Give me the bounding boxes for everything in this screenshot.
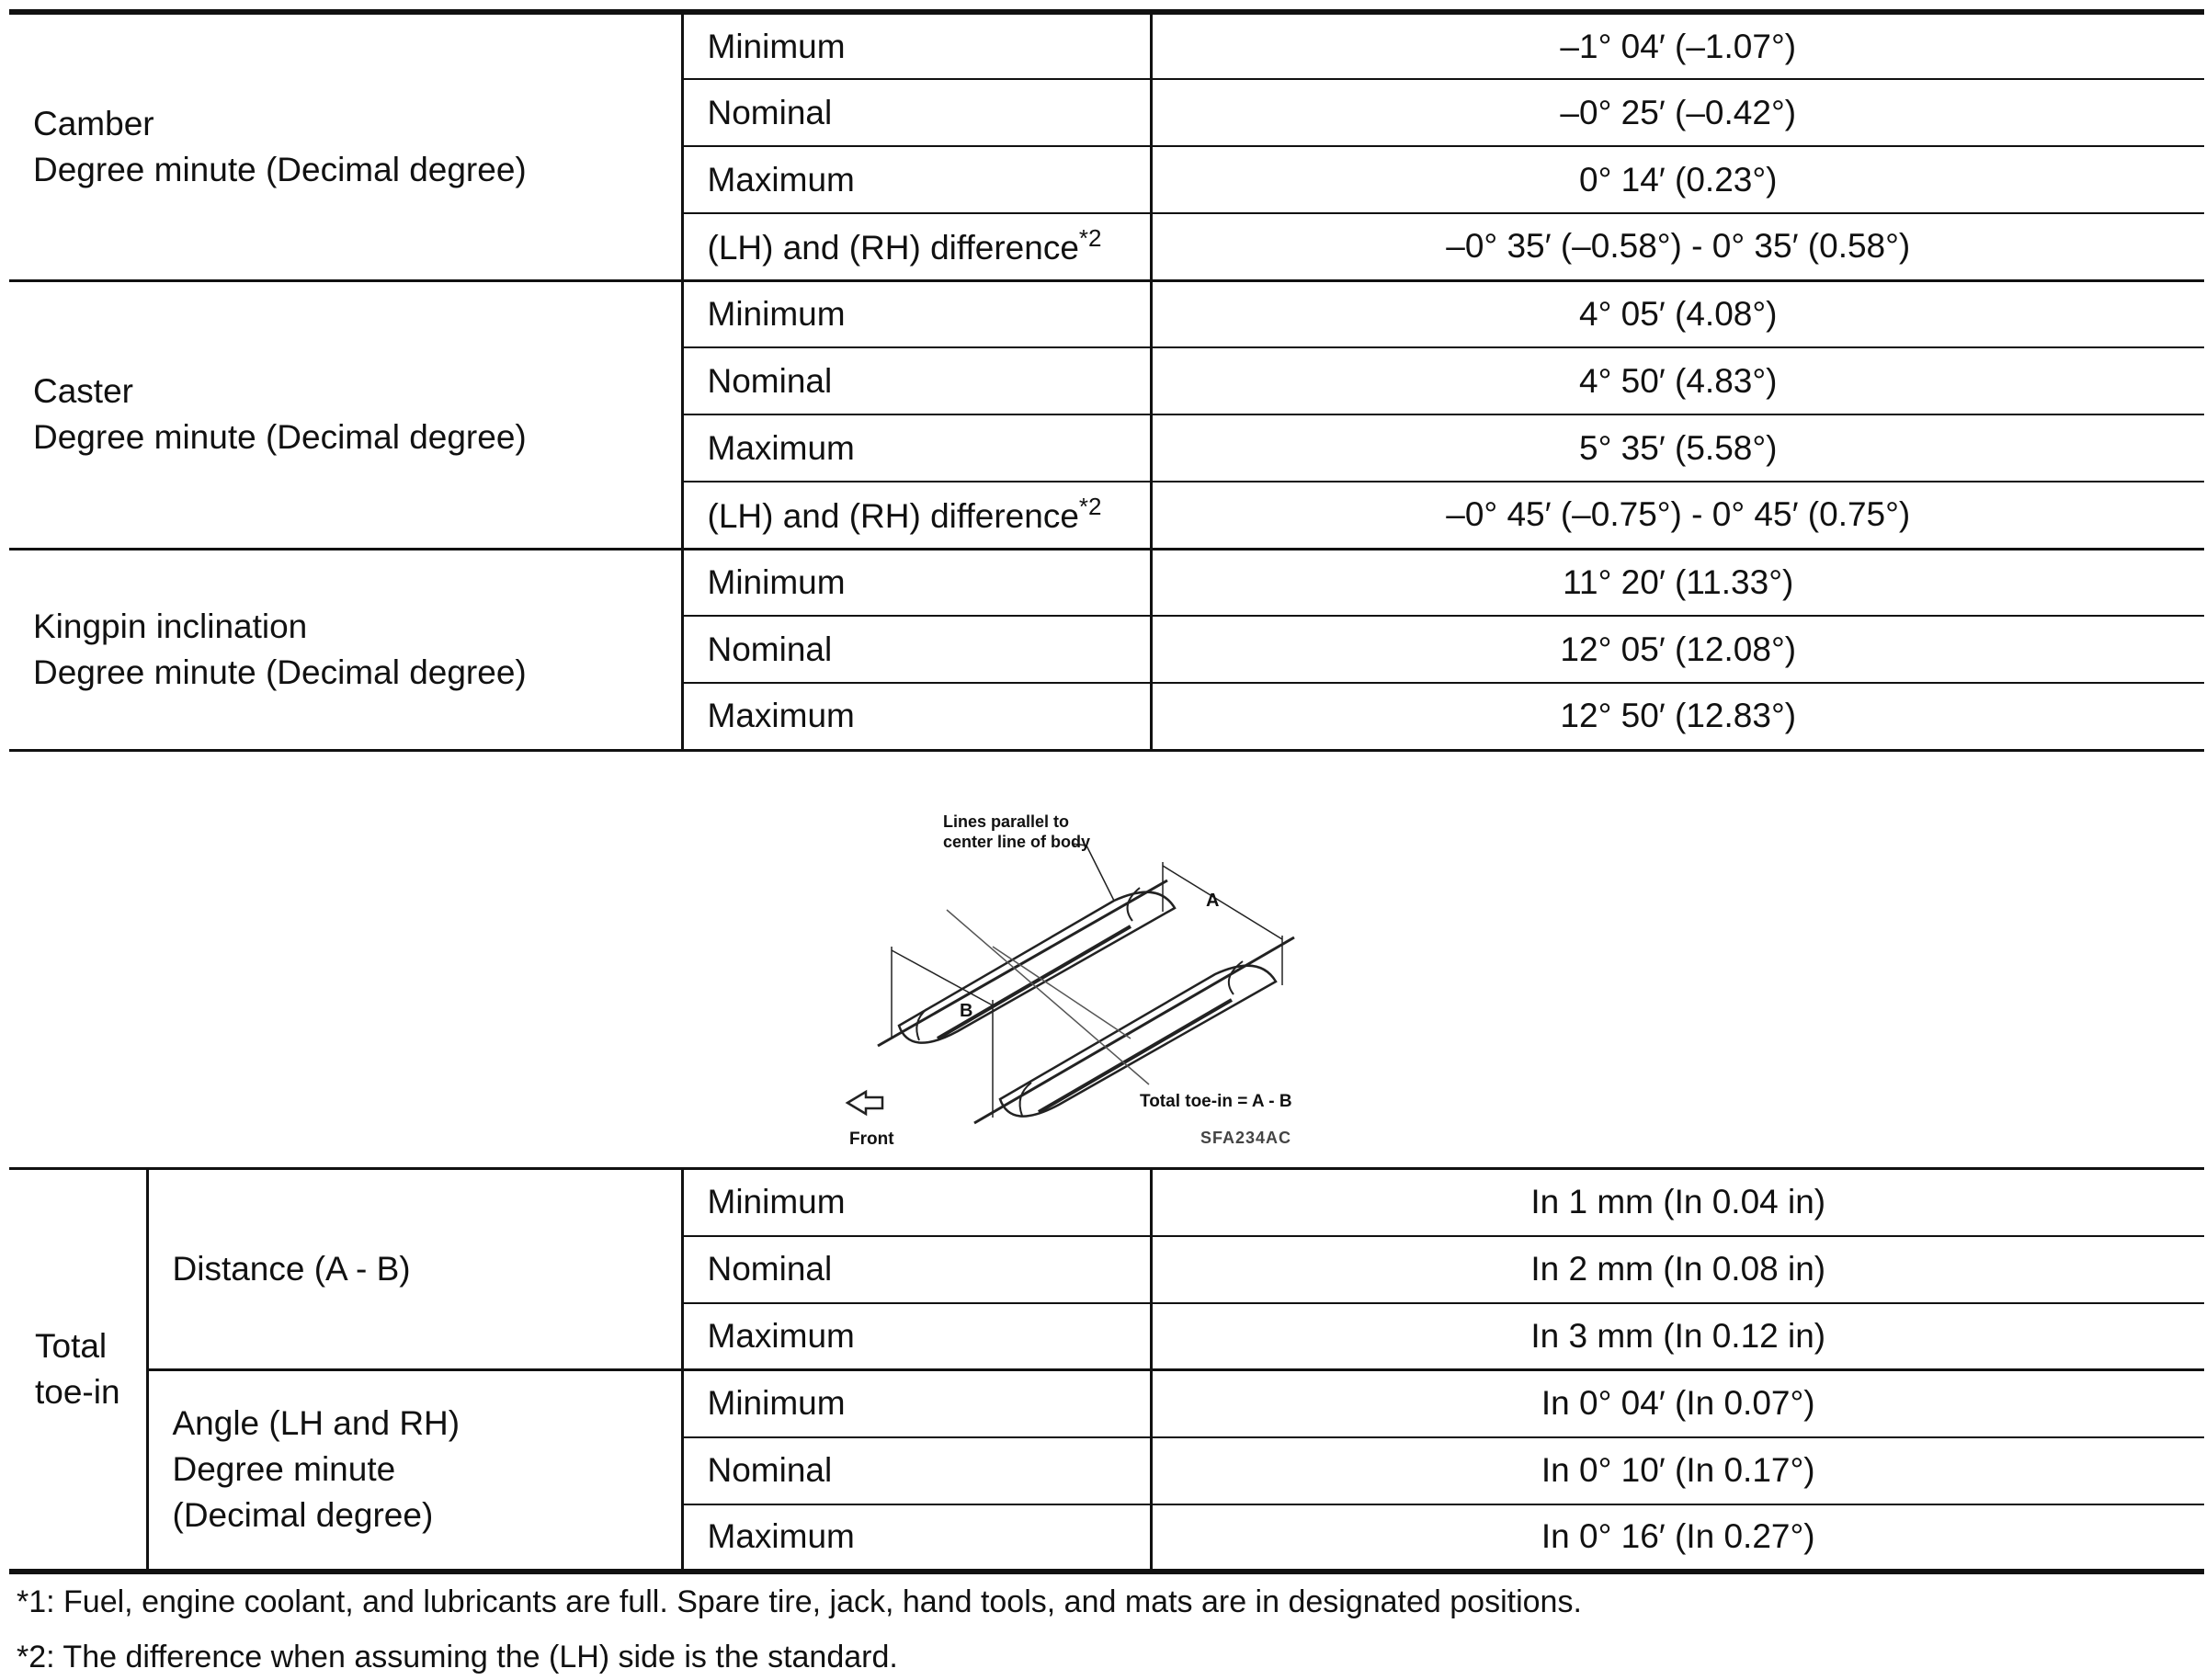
toe-in-diagram bbox=[827, 809, 1379, 1158]
row-value: In 0° 16′ (In 0.27°) bbox=[1151, 1504, 2204, 1572]
toe-in-spec-table bbox=[9, 1167, 2204, 1574]
front-arrow-icon bbox=[847, 1092, 882, 1114]
row-value: 4° 05′ (4.08°) bbox=[1151, 280, 2204, 347]
table-row bbox=[9, 280, 2204, 347]
figure-code: SFA234AC bbox=[1200, 1129, 1292, 1147]
row-label: Maximum bbox=[682, 1303, 1151, 1370]
row-value: 0° 14′ (0.23°) bbox=[1151, 146, 2204, 213]
group-title: toe-in bbox=[35, 1372, 120, 1411]
row-label-cell bbox=[682, 482, 1151, 549]
subgroup-title: Distance (A - B) bbox=[172, 1250, 411, 1288]
upper-tire-centerline bbox=[878, 880, 1167, 1046]
group-subtitle: Degree minute (Decimal degree) bbox=[33, 653, 527, 691]
total-toe-in-group-cell bbox=[9, 1169, 147, 1572]
row-label: Maximum bbox=[682, 683, 1151, 750]
upper-tire-outline bbox=[899, 892, 1175, 1043]
row-value: –0° 45′ (–0.75°) - 0° 45′ (0.75°) bbox=[1151, 482, 2204, 549]
table-row bbox=[9, 549, 2204, 616]
row-value: In 1 mm (In 0.04 in) bbox=[1530, 1183, 1826, 1221]
upper-tire-axis bbox=[938, 926, 1131, 1039]
row-label: Nominal bbox=[682, 347, 1151, 414]
kingpin-group-cell bbox=[9, 549, 682, 750]
row-label-cell bbox=[682, 213, 1151, 280]
dimension-b-label: B bbox=[960, 1001, 973, 1021]
row-value: –1° 04′ (–1.07°) bbox=[1560, 27, 1797, 65]
row-value: 4° 50′ (4.83°) bbox=[1151, 347, 2204, 414]
caster-group-cell bbox=[9, 280, 682, 549]
table-row bbox=[9, 12, 2204, 79]
subgroup-subtitle: (Decimal degree) bbox=[172, 1496, 434, 1535]
footnote-1: *1: Fuel, engine coolant, and lubricants are full. Spare tire, jack, hand tools, and mats are in designated positions. bbox=[17, 1584, 1582, 1619]
row-label: Minimum bbox=[682, 280, 1151, 347]
row-label: Nominal bbox=[682, 1437, 1151, 1504]
table-row bbox=[9, 1370, 2204, 1437]
group-subtitle: Degree minute (Decimal degree) bbox=[33, 418, 527, 456]
row-value: –0° 35′ (–0.58°) - 0° 35′ (0.58°) bbox=[1151, 213, 2204, 280]
alignment-spec-table bbox=[9, 9, 2204, 752]
dimension-a-line bbox=[1163, 866, 1282, 939]
dimension-a-label: A bbox=[1206, 891, 1220, 911]
row-label: Maximum bbox=[682, 146, 1151, 213]
front-label: Front bbox=[849, 1129, 894, 1149]
angle-group-cell bbox=[147, 1370, 682, 1572]
group-title: Total bbox=[35, 1326, 108, 1365]
row-value: In 0° 10′ (In 0.17°) bbox=[1151, 1437, 2204, 1504]
camber-group-cell bbox=[9, 12, 682, 280]
row-label: (LH) and (RH) difference bbox=[707, 228, 1079, 267]
lines-label: center line of body bbox=[943, 833, 1091, 851]
footnote-2: *2: The difference when assuming the (LH) side is the standard. bbox=[17, 1640, 898, 1674]
row-label: Maximum bbox=[682, 414, 1151, 482]
row-value: In 0° 04′ (In 0.07°) bbox=[1151, 1370, 2204, 1437]
row-value: 11° 20′ (11.33°) bbox=[1151, 549, 2204, 616]
subgroup-subtitle: Degree minute bbox=[172, 1450, 396, 1489]
distance-group-cell bbox=[147, 1169, 682, 1370]
group-title: Camber bbox=[33, 104, 154, 142]
row-value: 12° 05′ (12.08°) bbox=[1151, 616, 2204, 683]
row-label: Nominal bbox=[682, 616, 1151, 683]
group-title: Kingpin inclination bbox=[33, 607, 308, 645]
row-value: –0° 25′ (–0.42°) bbox=[1151, 79, 2204, 146]
row-label: Nominal bbox=[682, 79, 1151, 146]
total-toe-in-formula: Total toe-in = A - B bbox=[1140, 1092, 1292, 1111]
row-label: Minimum bbox=[682, 12, 1151, 79]
row-value: 5° 35′ (5.58°) bbox=[1151, 414, 2204, 482]
lines-label: Lines parallel to bbox=[943, 812, 1070, 831]
row-value: In 3 mm (In 0.12 in) bbox=[1151, 1303, 2204, 1370]
row-label: Minimum bbox=[682, 1169, 1151, 1236]
table-row bbox=[9, 1169, 2204, 1236]
row-value: In 2 mm (In 0.08 in) bbox=[1151, 1236, 2204, 1303]
group-subtitle: Degree minute (Decimal degree) bbox=[33, 150, 527, 188]
group-title: Caster bbox=[33, 372, 133, 411]
footnote-marker: *2 bbox=[1078, 492, 1102, 520]
row-label: Minimum bbox=[682, 549, 1151, 616]
row-label: Maximum bbox=[682, 1504, 1151, 1572]
dimension-b-line bbox=[892, 950, 993, 1005]
footnote-marker: *2 bbox=[1078, 223, 1102, 252]
row-label: (LH) and (RH) difference bbox=[707, 496, 1079, 535]
row-value: 12° 50′ (12.83°) bbox=[1151, 683, 2204, 750]
row-label: Minimum bbox=[682, 1370, 1151, 1437]
row-label: Nominal bbox=[682, 1236, 1151, 1303]
subgroup-title: Angle (LH and RH) bbox=[172, 1404, 461, 1443]
